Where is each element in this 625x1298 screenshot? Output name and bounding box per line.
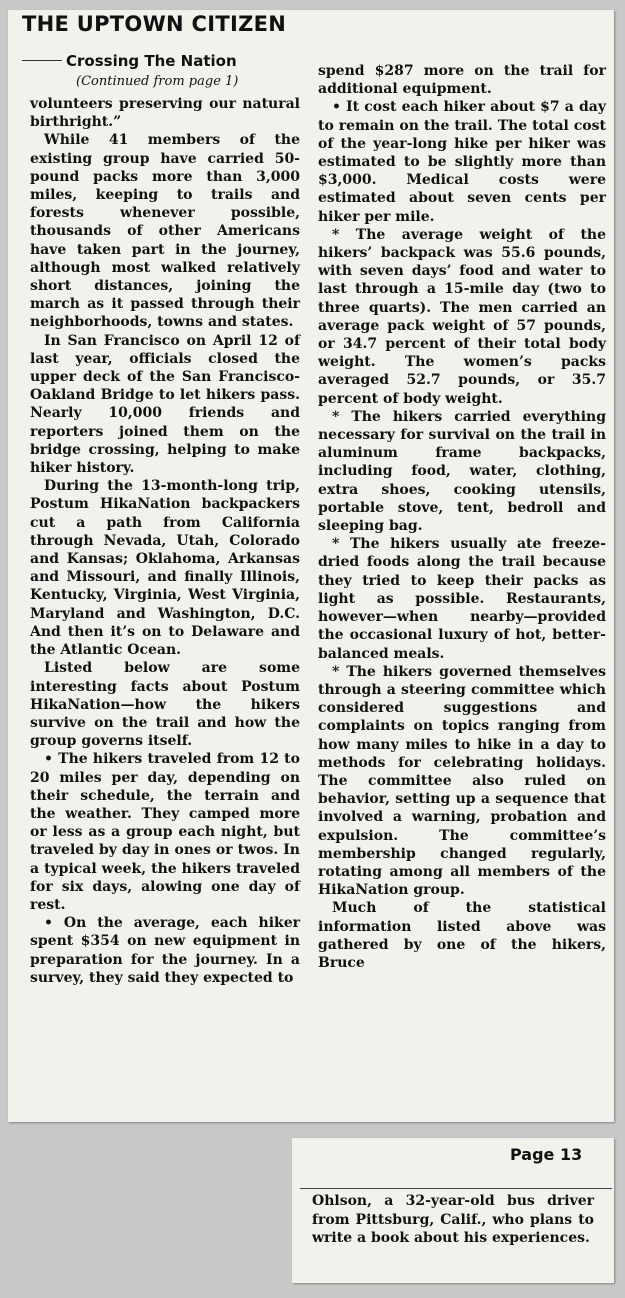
paragraph: * The hikers governed themselves through a steering committee which considered suggestions and complaints on topics ranging from how many miles to hike in a day to methods for celebrating holidays. The committee also ruled on behavior, setting up a sequence that involved a warning, probation and expulsion. The committee’s membership changed regularly, rotating among all members of the HikaNation group. bbox=[318, 663, 606, 899]
paragraph: • On the average, each hiker spent $354 on new equipment in preparation for the journey. In a survey, they said they expected to bbox=[30, 915, 300, 986]
masthead: THE UPTOWN CITIZEN bbox=[22, 12, 287, 36]
paragraph: While 41 members of the existing group have carried 50-pound packs more than 3,000 miles, keeping to trails and forests whenever possible, thousands of other Americans have taken part in the journey, although most walked relatively short distances, joining the march as it passed through their neighborhoods, towns and states. bbox=[30, 132, 300, 331]
headline-rule bbox=[22, 60, 62, 61]
continuation-text bbox=[312, 1192, 594, 1248]
paragraph: spend $287 more on the trail for additional equipment. bbox=[318, 63, 606, 98]
page-rule bbox=[300, 1188, 612, 1189]
right-column bbox=[318, 62, 606, 972]
page-number: Page 13 bbox=[510, 1145, 583, 1164]
paragraph: • It cost each hiker about $7 a day to remain on the trail. The total cost of the year-long hike per hiker was estimated to be slightly more than $3,000. Medical costs were estimated about seven cents per hiker per mile. bbox=[318, 99, 606, 225]
paragraph: * The hikers usually ate freeze-dried foods along the trail because they tried to keep their packs as light as possible. Restaurants, however—when nearby—provided the occasional luxury of hot, better-balanced meals. bbox=[318, 536, 606, 662]
paragraph: Ohlson, a 32-year-old bus driver from Pittsburg, Calif., who plans to write a book about his experiences. bbox=[312, 1193, 594, 1246]
paragraph: During the 13-month-long trip, Postum HikaNation backpackers cut a path from California through Nevada, Utah, Colorado and Kansas; Oklahoma, Arkansas and Missouri, and finally Illinois, Kentucky, Virginia, West Virginia, Maryland and Washington, D.C. And then it’s on to Delaware and the Atlantic Ocean. bbox=[30, 478, 300, 659]
article-headline: Crossing The Nation bbox=[66, 52, 237, 70]
paragraph: * The hikers carried everything necessary for survival on the trail in aluminum frame backpacks, including food, water, clothing, extra shoes, cooking utensils, portable stove, tent, bedroll and sleeping bag. bbox=[318, 408, 606, 535]
paragraph: Much of the statistical information listed above was gathered by one of the hikers, Bruce bbox=[318, 900, 606, 971]
paragraph: volunteers preserving our natural birthright.” bbox=[30, 96, 300, 131]
paragraph: Listed below are some interesting facts about Postum HikaNation—how the hikers survive on the trail and how the group governs itself. bbox=[30, 660, 300, 750]
paragraph: • The hikers traveled from 12 to 20 miles per day, depending on their schedule, the terrain and the weather. They camped more or less as a group each night, but traveled by day in ones or twos. In a typical week, the hikers traveled for six days, alowing one day of rest. bbox=[30, 751, 300, 913]
continued-note: (Continued from page 1) bbox=[76, 74, 239, 89]
paragraph: * The average weight of the hikers’ backpack was 55.6 pounds, with seven days’ food and water to last through a 15-mile day (two to three quarts). The men carried an average pack weight of 57 pounds, or 34.7 percent of their total body weight. The women’s packs averaged 52.7 pounds, or 35.7 percent of body weight. bbox=[318, 226, 606, 407]
paragraph: In San Francisco on April 12 of last year, officials closed the upper deck of the San Francisco-Oakland Bridge to let hikers pass. Nearly 10,000 friends and reporters joined them on the bridge crossing, helping to make hiker history. bbox=[30, 332, 300, 477]
left-column bbox=[30, 95, 300, 987]
